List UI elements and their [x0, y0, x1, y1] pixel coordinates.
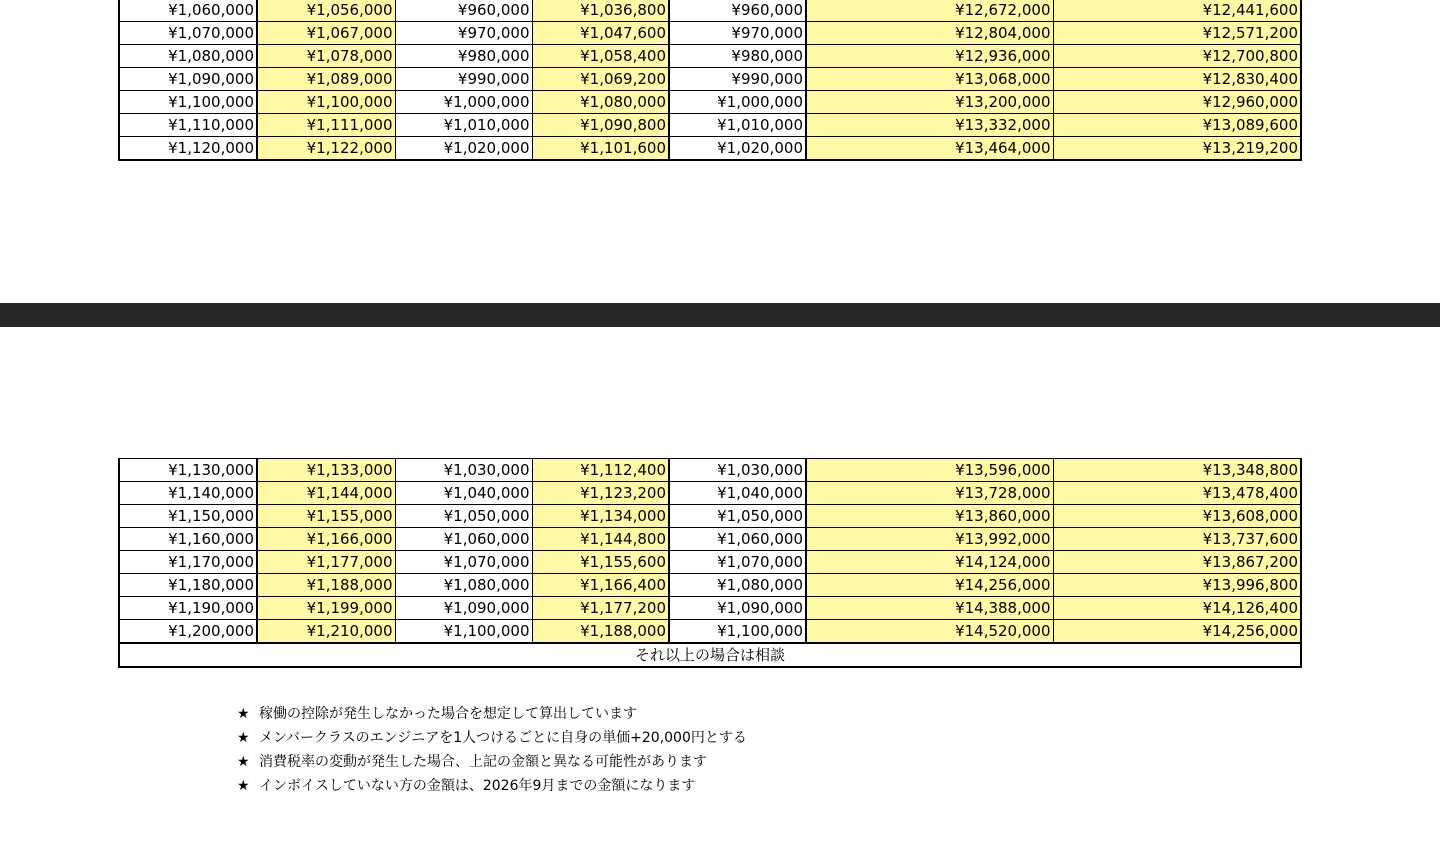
- table-cell: ¥14,126,400: [1053, 597, 1301, 620]
- table-row: [119, 114, 1301, 137]
- table-row: [119, 68, 1301, 91]
- table-cell: ¥1,123,200: [532, 482, 669, 505]
- table-cell: ¥12,700,800: [1053, 45, 1301, 68]
- table-cell: ¥1,089,000: [257, 68, 395, 91]
- table-row: [119, 597, 1301, 620]
- table-cell: ¥960,000: [395, 0, 532, 22]
- table-cell: ¥1,000,000: [395, 91, 532, 114]
- table-cell: ¥12,441,600: [1053, 0, 1301, 22]
- table-cell: ¥13,996,800: [1053, 574, 1301, 597]
- table-cell: ¥13,068,000: [806, 68, 1053, 91]
- table-cell: ¥1,078,000: [257, 45, 395, 68]
- table-cell: ¥12,571,200: [1053, 22, 1301, 45]
- note-text: インボイスしていない方の金額は、2026年9月までの金額になります: [259, 778, 696, 794]
- table-cell: ¥13,200,000: [806, 91, 1053, 114]
- note-item: [237, 726, 747, 750]
- table-cell: ¥14,256,000: [1053, 620, 1301, 644]
- table-cell: ¥12,830,400: [1053, 68, 1301, 91]
- table-cell: ¥1,056,000: [257, 0, 395, 22]
- star-icon: ★: [237, 730, 250, 746]
- table-cell: ¥1,060,000: [669, 528, 806, 551]
- table-cell: ¥970,000: [669, 22, 806, 45]
- table-cell: ¥1,120,000: [119, 137, 257, 161]
- table-cell: ¥1,040,000: [395, 482, 532, 505]
- table-cell: ¥12,804,000: [806, 22, 1053, 45]
- table-cell: ¥1,070,000: [395, 551, 532, 574]
- table-cell: ¥980,000: [669, 45, 806, 68]
- table-cell: ¥1,180,000: [119, 574, 257, 597]
- table-cell: ¥1,166,400: [532, 574, 669, 597]
- table-cell: ¥1,199,000: [257, 597, 395, 620]
- table-cell: ¥980,000: [395, 45, 532, 68]
- document-page-top: [0, 0, 1440, 303]
- table-cell: ¥1,040,000: [669, 482, 806, 505]
- table-cell: ¥1,155,600: [532, 551, 669, 574]
- table-cell: ¥990,000: [669, 68, 806, 91]
- table-cell: ¥1,144,800: [532, 528, 669, 551]
- table-row: [119, 91, 1301, 114]
- table-cell: ¥1,100,000: [257, 91, 395, 114]
- table-cell: ¥1,122,000: [257, 137, 395, 161]
- table-cell: ¥1,020,000: [669, 137, 806, 161]
- note-item: [237, 750, 747, 774]
- star-icon: ★: [237, 778, 250, 794]
- table-cell: ¥1,177,000: [257, 551, 395, 574]
- table-cell: ¥12,960,000: [1053, 91, 1301, 114]
- table-cell: ¥1,020,000: [395, 137, 532, 161]
- table-cell: ¥1,144,000: [257, 482, 395, 505]
- table-cell: ¥1,067,000: [257, 22, 395, 45]
- table-cell: ¥14,388,000: [806, 597, 1053, 620]
- table-cell: ¥1,160,000: [119, 528, 257, 551]
- table-cell: ¥1,090,000: [669, 597, 806, 620]
- table-cell: ¥1,080,000: [532, 91, 669, 114]
- table-cell: ¥1,080,000: [395, 574, 532, 597]
- note-text: 消費税率の変動が発生した場合、上記の金額と異なる可能性があります: [259, 754, 707, 770]
- table-cell: ¥1,140,000: [119, 482, 257, 505]
- table-cell: ¥1,010,000: [395, 114, 532, 137]
- table-row: [119, 620, 1301, 644]
- table-cell: ¥12,672,000: [806, 0, 1053, 22]
- table-cell: ¥13,478,400: [1053, 482, 1301, 505]
- table-cell: ¥14,520,000: [806, 620, 1053, 644]
- table-cell: ¥1,101,600: [532, 137, 669, 161]
- consult-row: [119, 643, 1301, 667]
- page-separator: [0, 303, 1440, 327]
- table-cell: ¥1,177,200: [532, 597, 669, 620]
- rate-table-bottom: [118, 458, 1302, 668]
- table-cell: ¥1,210,000: [257, 620, 395, 644]
- table-row: [119, 551, 1301, 574]
- table-cell: ¥1,200,000: [119, 620, 257, 644]
- table-cell: ¥960,000: [669, 0, 806, 22]
- note-item: [237, 774, 747, 798]
- table-cell: ¥990,000: [395, 68, 532, 91]
- table-cell: ¥1,166,000: [257, 528, 395, 551]
- table-cell: ¥1,090,000: [119, 68, 257, 91]
- table-cell: ¥13,332,000: [806, 114, 1053, 137]
- table-cell: ¥1,188,000: [532, 620, 669, 644]
- table-cell: ¥13,219,200: [1053, 137, 1301, 161]
- table-cell: ¥1,133,000: [257, 459, 395, 482]
- table-row: [119, 459, 1301, 482]
- table-row: [119, 137, 1301, 161]
- table-cell: ¥1,080,000: [669, 574, 806, 597]
- table-cell: ¥1,134,000: [532, 505, 669, 528]
- table-row: [119, 482, 1301, 505]
- table-cell: ¥1,188,000: [257, 574, 395, 597]
- note-text: 稼働の控除が発生しなかった場合を想定して算出しています: [259, 706, 637, 722]
- table-cell: ¥1,170,000: [119, 551, 257, 574]
- table-cell: ¥1,155,000: [257, 505, 395, 528]
- table-cell: ¥1,111,000: [257, 114, 395, 137]
- table-cell: ¥1,058,400: [532, 45, 669, 68]
- table-cell: ¥13,596,000: [806, 459, 1053, 482]
- star-icon: ★: [237, 754, 250, 770]
- table-cell: ¥1,070,000: [669, 551, 806, 574]
- table-cell: ¥1,047,600: [532, 22, 669, 45]
- document-page-bottom: [0, 327, 1440, 860]
- consult-note: それ以上の場合は相談: [119, 643, 1301, 667]
- note-item: [237, 702, 747, 726]
- table-cell: ¥1,036,800: [532, 0, 669, 22]
- table-cell: ¥970,000: [395, 22, 532, 45]
- table-cell: ¥13,464,000: [806, 137, 1053, 161]
- table-cell: ¥1,090,800: [532, 114, 669, 137]
- table-cell: ¥1,100,000: [119, 91, 257, 114]
- table-cell: ¥1,050,000: [669, 505, 806, 528]
- table-cell: ¥1,112,400: [532, 459, 669, 482]
- table-cell: ¥1,060,000: [119, 0, 257, 22]
- table-cell: ¥13,992,000: [806, 528, 1053, 551]
- table-row: [119, 45, 1301, 68]
- table-cell: ¥1,090,000: [395, 597, 532, 620]
- table-row: [119, 574, 1301, 597]
- table-cell: ¥1,100,000: [395, 620, 532, 644]
- table-cell: ¥13,860,000: [806, 505, 1053, 528]
- table-cell: ¥13,348,800: [1053, 459, 1301, 482]
- table-row: [119, 505, 1301, 528]
- table-cell: ¥1,030,000: [669, 459, 806, 482]
- table-cell: ¥1,080,000: [119, 45, 257, 68]
- table-cell: ¥1,030,000: [395, 459, 532, 482]
- table-cell: ¥13,737,600: [1053, 528, 1301, 551]
- table-cell: ¥1,100,000: [669, 620, 806, 644]
- table-row: [119, 0, 1301, 22]
- table-cell: ¥1,190,000: [119, 597, 257, 620]
- star-icon: ★: [237, 706, 250, 722]
- rate-table-top: [118, 0, 1302, 161]
- table-cell: ¥1,110,000: [119, 114, 257, 137]
- table-row: [119, 528, 1301, 551]
- table-cell: ¥1,069,200: [532, 68, 669, 91]
- table-cell: ¥1,060,000: [395, 528, 532, 551]
- table-cell: ¥13,089,600: [1053, 114, 1301, 137]
- table-cell: ¥14,124,000: [806, 551, 1053, 574]
- notes-list: [237, 702, 747, 798]
- table-cell: ¥13,608,000: [1053, 505, 1301, 528]
- table-cell: ¥1,130,000: [119, 459, 257, 482]
- table-cell: ¥1,010,000: [669, 114, 806, 137]
- table-cell: ¥1,000,000: [669, 91, 806, 114]
- table-cell: ¥1,050,000: [395, 505, 532, 528]
- table-cell: ¥14,256,000: [806, 574, 1053, 597]
- table-row: [119, 22, 1301, 45]
- table-cell: ¥12,936,000: [806, 45, 1053, 68]
- table-cell: ¥13,867,200: [1053, 551, 1301, 574]
- table-cell: ¥1,150,000: [119, 505, 257, 528]
- note-text: メンバークラスのエンジニアを1人つけるごとに自身の単価+20,000円とする: [259, 730, 747, 746]
- table-cell: ¥13,728,000: [806, 482, 1053, 505]
- table-cell: ¥1,070,000: [119, 22, 257, 45]
